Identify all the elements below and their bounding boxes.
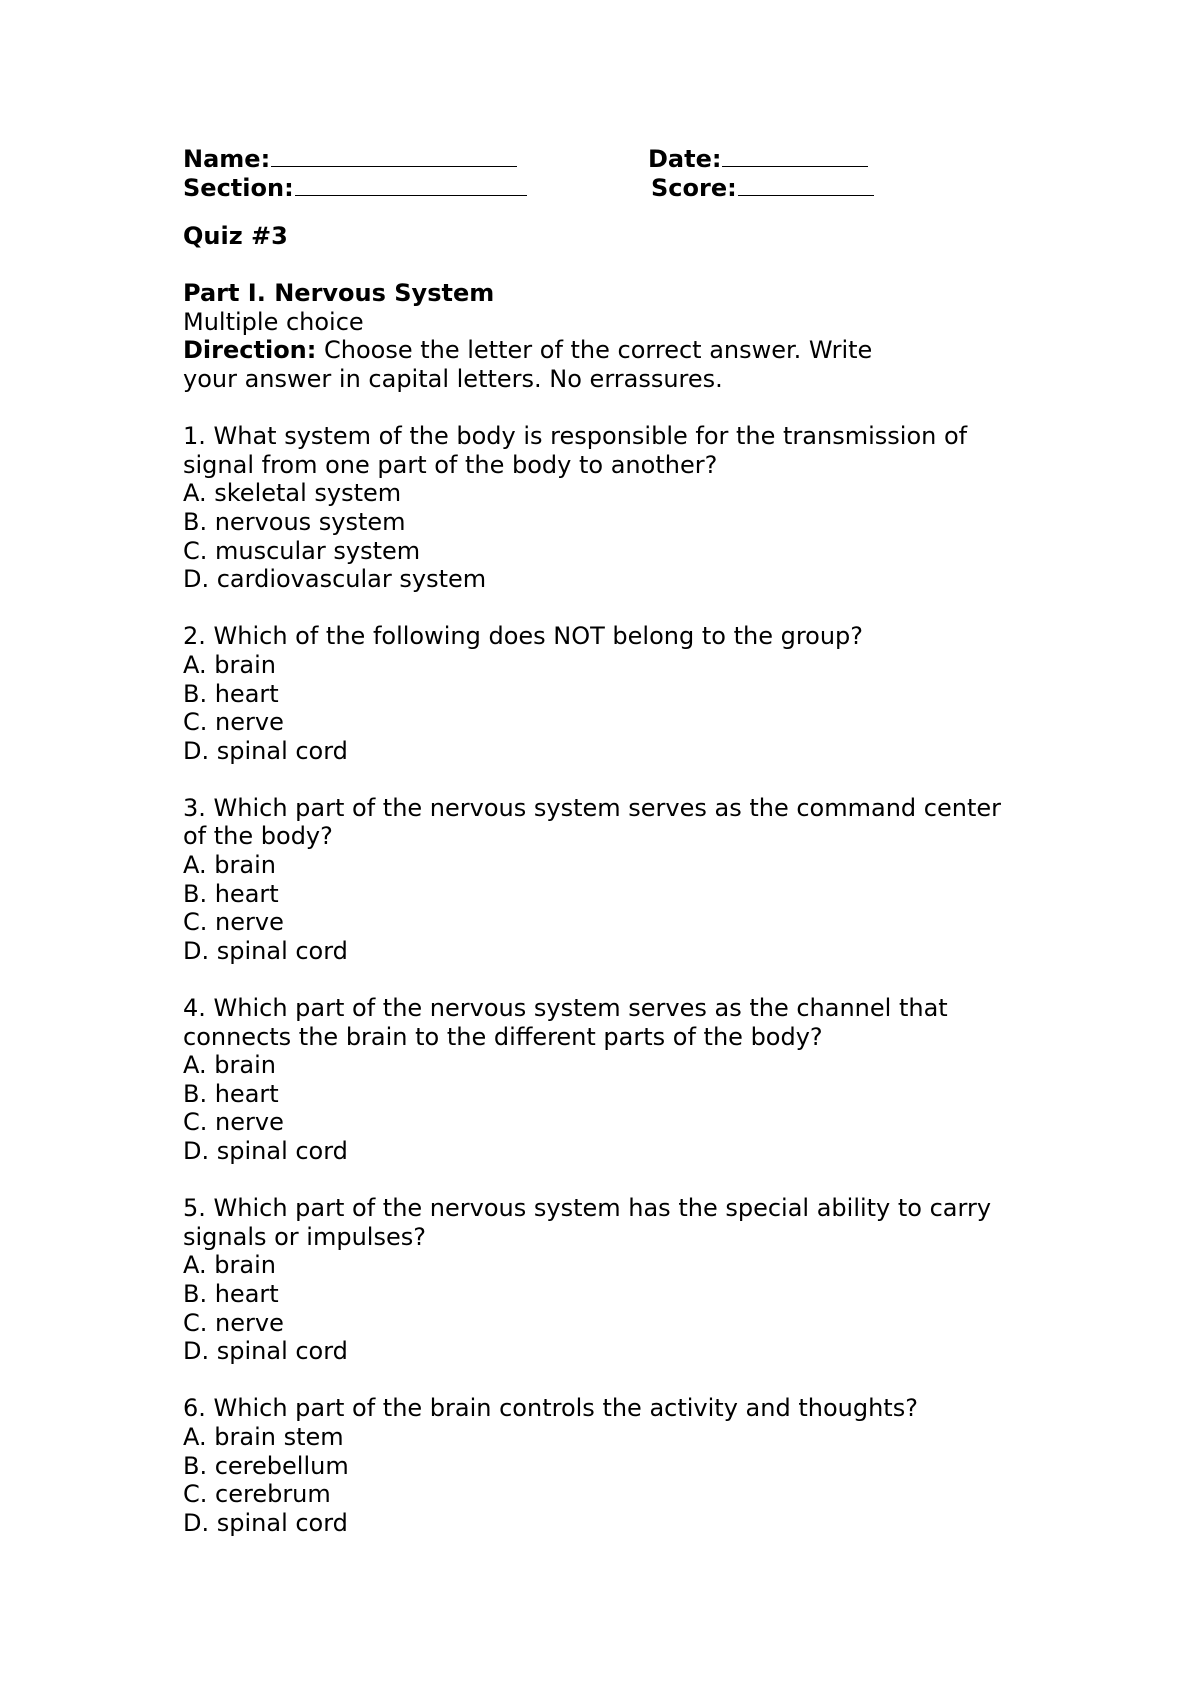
question-6 [183,1394,1083,1537]
question-text-line: signals or impulses? [183,1222,426,1251]
answer-choice: C. nerve [183,1108,284,1137]
name-row [183,144,517,174]
part-type: Multiple choice [183,307,364,336]
question-text-line: 6. Which part of the brain controls the activity and thoughts? [183,1394,918,1423]
name-label: Name: [183,145,271,173]
question-5 [183,1194,1083,1366]
direction-line-2: your answer in capital letters. No errassures. [183,364,723,393]
question-2 [183,622,1083,765]
quiz-content [183,222,1083,1537]
answer-choice: D. spinal cord [183,936,348,965]
answer-choice: A. brain [183,1251,276,1280]
question-text-line: signal from one part of the body to another? [183,450,718,479]
answer-choice: D. spinal cord [183,736,348,765]
question-text-line: of the body? [183,822,333,851]
answer-choice: C. cerebrum [183,1480,331,1509]
question-list [183,394,1083,1538]
section-label: Section: [183,174,294,202]
question-text-line: connects the brain to the different parts of the body? [183,1022,823,1051]
answer-choice: D. cardiovascular system [183,565,487,594]
answer-choice: B. heart [183,1079,279,1108]
answer-choice: A. skeletal system [183,479,402,508]
question-text-line: 4. Which part of the nervous system serves as the channel that [183,994,948,1023]
answer-choice: A. brain [183,851,276,880]
answer-choice: A. brain [183,1051,276,1080]
direction-label: Direction: [183,336,317,365]
question-text-line: 2. Which of the following does NOT belong to the group? [183,622,864,651]
answer-choice: C. nerve [183,908,284,937]
answer-choice: B. heart [183,1279,279,1308]
answer-choice: C. nerve [183,708,284,737]
score-row [651,173,874,203]
question-text-line: 5. Which part of the nervous system has the special ability to carry [183,1194,992,1223]
answer-choice: B. nervous system [183,507,406,536]
answer-choice: C. muscular system [183,536,421,565]
section-blank[interactable] [295,173,527,196]
quiz-title: Quiz #3 [183,222,288,250]
answer-choice: B. heart [183,879,279,908]
answer-choice: D. spinal cord [183,1508,348,1537]
date-blank[interactable] [722,144,868,167]
date-row [648,144,868,174]
answer-choice: D. spinal cord [183,1337,348,1366]
answer-choice: B. heart [183,679,279,708]
answer-choice: C. nerve [183,1308,284,1337]
question-text-line: 3. Which part of the nervous system serves as the command center [183,793,1001,822]
score-label: Score: [651,174,737,202]
answer-choice: D. spinal cord [183,1137,348,1165]
question-1 [183,422,1083,594]
score-blank[interactable] [738,173,874,196]
section-row [183,173,527,203]
date-label: Date: [648,145,722,173]
question-3 [183,794,1083,966]
name-blank[interactable] [271,144,517,167]
question-4 [183,994,1083,1166]
direction-text-1: Choose the letter of the correct answer. Write [316,336,873,365]
direction-line-1 [183,336,1083,365]
answer-choice: B. cerebellum [183,1451,349,1480]
answer-choice: A. brain stem [183,1422,344,1451]
answer-choice: A. brain [183,650,276,679]
part-title: Part I. Nervous System [183,279,495,308]
question-text-line: 1. What system of the body is responsible for the transmission of [183,422,968,451]
